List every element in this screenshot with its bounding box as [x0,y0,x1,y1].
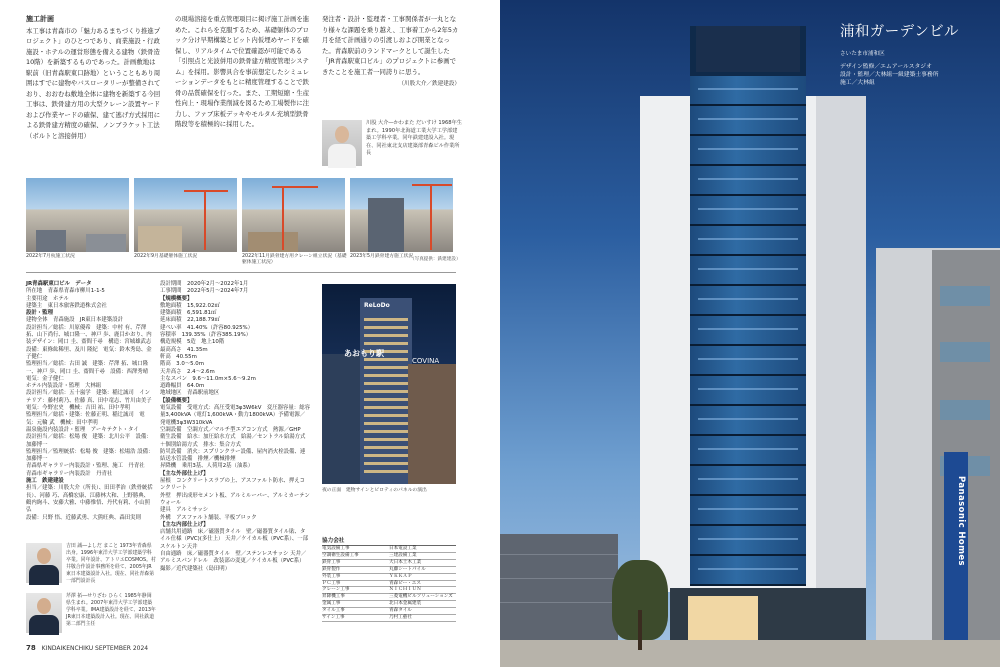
data-line: 設計担当／総括：川原優希 建築：中村 有、芹澤 拓、山下尚行、城口隆一、神戸 歩、鹿目かおり、内装デザイン：岡口 圭、齋間千尋 構造：宮城雄武志 設備：東條紘稀里、及川 隆紀 電気：鈴木秀島、金子健仁 [26,324,157,360]
data-line: 【規模概要】 [160,295,193,302]
section-title: 施工計画 [26,15,54,23]
body-column-1 [26,14,161,174]
glass-reflection [698,328,798,330]
page-number: 78 [26,644,36,652]
author-portrait [322,120,362,166]
coop-work: 金属工事 [322,601,341,607]
data-line: ホテル内装設計・監理 大林組 [26,383,102,390]
data-line: 道路幅員 64.0m [160,383,205,390]
credit-line-2: 設計・監理／大林組一級建築士事務所 [840,72,939,79]
lit-window-row [364,438,408,441]
data-line: 担当／建築：川股大介（所長）、田田孝治（鉄骨統括長）、河藤 巧、高橋宏康、江藤林大和、上野勝典、鶴内絢斗、安藤大雅、中藤惟悟、丹代有莉、小山照弘 [26,485,153,514]
vertical-sign [944,452,968,648]
data-line: 建物全体 青森施設 JR東日本建築設計 [26,317,123,324]
data-line: 延床面積 22,188.79㎡ [160,317,220,324]
data-line: 施工 鉄建建設 [26,478,64,485]
progress-photo-4 [350,178,453,252]
lit-window-row [364,374,408,377]
body-column-3 [322,14,460,114]
data-line: 【設備概要】 [160,397,193,404]
building-credits [840,63,959,88]
data-line: JR青森駅東口ビル データ [26,281,92,287]
data-line: 【主な外部仕上げ】 [160,470,209,477]
glass-floor-band [690,316,806,346]
data-line: 店舗共用通路 床／磁器質タイル 壁／磁器質タイル貼、タイル仕様（PVC)(多仕上） 天井／ケイカル板（PVC系）、一部スケルトン天井 [160,529,309,550]
glass-reflection [698,148,798,150]
coop-work: 昇降機工事 [322,594,345,600]
data-line: 主なスパン 9.6〜11.0m×5.6〜9.2m [160,375,256,382]
lit-window-row [364,406,408,409]
project-data-left [26,281,158,539]
person-bio-1: 吉田 誠―よしだ まこと 1973年青森県出身。1996年東洋大学工学部建築学科卒業。同年設計、アトリエCOSMOS。村井敬合作設計事務所を経て、2005年JR東日本建築設計入社。現在、同社青森第一部門設計長 [66,543,156,585]
coop-work: クレーン工事 [322,587,350,593]
night-photo-caption: 夜の正面 建物サインとピロティのパネルの演出 [322,488,427,493]
lit-window-row [364,422,408,425]
coop-company: 青森ピー・エス [389,580,421,586]
building-title: 浦和ガーデンビル [840,24,959,40]
coop-work: 外装工事 [322,573,341,579]
glass-reflection [698,388,798,390]
glass-floor-band [690,436,806,466]
glass-reflection [698,268,798,270]
credit-line-1: デザイン監修／エムアールスタジオ [840,64,932,70]
body-credit: （川股大介／鉄建建設） [398,81,460,87]
data-line: 設備：只野 悟、近藤武勇、大熊旺典、森田実則 [26,514,141,521]
data-line: 階高 3.0〜5.0m [160,361,204,368]
data-line: 昇降機 乗用3基、人荷用2基（油系） [160,463,254,470]
data-line: 空調設備 空調方式／マルチ型エアコン方式 熱源／GHP [160,426,301,433]
coop-company: 大日本土木工業 [389,559,422,565]
coop-company: 青森タイル [389,608,412,614]
ground [500,640,1000,667]
data-line: 外構 アスファルト舗装、平板ブロック [160,514,257,521]
photo-caption-2: 2022年9月基礎躯体施工状況 [134,254,198,259]
glass-reflection [698,478,798,480]
data-line: 設計期間 2020年2月〜2022年1月 [160,281,249,287]
glass-reflection [698,178,798,180]
data-line: 撮影／近代建築社（島田明） [160,565,231,572]
glass-reflection [698,88,798,90]
glass-reflection [698,568,798,570]
data-line: 建ぺい率 41.40%（許容80.925%） [160,324,254,331]
coop-company: ＮＩＣＨＩＵＮ [389,587,422,593]
coop-title: 協力会社 [322,538,345,544]
lit-window-row [364,382,408,385]
body-text-2: の現場溶接を重点管理項目に掲げ施工計画を進めた。これらを克服するため、基礎躯体のブロック分け早期構築とピット内仮埋めヤードを確保し、リアルタイムで位置確認が可能である「引照点と光波併用の鉄骨建方精度管理システム」を採用。影響具合を事前想定したシミュレーションデータをもとに精度管理することで鉄骨の品質確保を行った。また、工期短縮・生産性向上・現場作業削減を図るため工場製作に注力し、ファブ床板デッキやモルタル充填型鉄骨階段等を積極的に採用した。 [175,15,310,128]
coop-company: ＹＫＫＡＰ [389,573,412,579]
photo-credit: （写真提供：鉄建建設） [410,257,461,262]
glass-floor-band [690,346,806,376]
station-sign: あおもり駅 [344,349,384,358]
project-data-right [160,281,310,611]
coop-work: 空調衛生設備工事 [322,552,359,558]
glass-reflection [698,538,798,540]
coop-work: サイン工事 [322,615,345,621]
coop-company: 三菱電機ビルソリューションズ [389,594,453,600]
glass-floor-band [690,256,806,286]
coop-work: 電気設備工事 [322,546,350,551]
glass-floor-band [690,196,806,226]
data-line: 工事期間 2022年5月〜2024年7月 [160,288,249,295]
person-bio-2: 芹澤 拓―せりざわ ひらく 1985年静岡県生まれ。2007年東洋大学工学部建築学科卒業。IMA建築設計を経て、2013年JR東日本建築設計入社。現在、同社鉄道第二部門主任 [66,593,156,628]
progress-photo-1 [26,178,129,252]
person-portrait-1 [26,543,62,583]
data-line: 建具 アルミサッシ [160,507,209,514]
progress-photo-2 [134,178,237,252]
data-line: 【主な内部仕上げ】 [160,521,209,528]
tower-glass-facade [690,26,806,586]
tree-trunk [638,610,642,650]
data-line: 天井高さ 2.4〜2.6m [160,368,215,375]
data-line: 温泉施設内装設計・監理 アーキテクト・タイ [26,426,139,433]
photo-caption-1: 2022年7月杭施工状況 [26,254,75,259]
glass-reflection [698,448,798,450]
lit-window-row [364,470,408,473]
body-column-2 [175,14,310,174]
glass-floor-band [690,406,806,436]
data-line: 監理担当／総括・建築：佐藤正明、稲辻誠司 電気：元輪 武 機械：田中孝明 [26,412,145,426]
glass-floor-band [690,166,806,196]
credit-line-3: 施工／大林組 [840,80,875,87]
data-line: 容積率 139.35%（許容385.19%） [160,332,252,339]
data-line: 敷地面積 15,922.02㎡ [160,302,220,309]
night-photo [322,284,456,484]
lit-window-row [364,454,408,457]
photo-caption-3: 2022年11月鉄骨建方用クレーン組立状況（基礎躯体施工状況） [242,254,347,265]
glass-floor-band [690,466,806,496]
data-line: 衛生設備 給水：加圧給水方式 給湯／セントラル給湯方式＋個別給湯方式 排水：集合方式 [160,434,306,448]
coop-company: 北日本金属建装 [389,601,422,607]
body-text-1: 本工事は青森市の「魅力あるまちづくり推進プロジェクト」のひとつであり、商業施設・行政施設・ホテルの運営形態を備える建物（鉄骨造10階）を新築するものであった。計画敷地は駅前（旧青森駅東口跡地）ということもあり周囲はすでに建物やバスロータリーが整備されており、おおむね敷地全体に建物を新築する今回工事は、鉄骨建方用の大型クレーン設置ヤードおよび作業ヤードの確保、建て逃げ方式採用による鉄骨建方精度の確保、ノンブラケット工法（ボルトと溶接併用） [26,26,161,140]
coop-row [322,560,456,567]
glass-floor-band [690,286,806,316]
data-line: 構造規模 5造 地上10階 [160,339,225,346]
coop-row [322,567,456,574]
data-line: 青森県ギャラリー内装設計・監理、施工 丹青社 [26,463,145,470]
data-line: 建築主 東日本旅客鉄道株式会社 [26,302,107,309]
data-line: 設計担当／総括：五十嵐学 建築：稲辻誠司 インテリア：藤村莉乃、佐藤 真、田中竜志、竹川由美子 電気：今野宏史 機械：吉田 祐、田中孝明 [26,390,158,412]
data-line: 屋根 コンクリートスラブの上、アスファルト防水、押えコンクリート [160,478,306,492]
glass-floor-band [690,526,806,556]
progress-photo-3 [242,178,345,252]
data-line: 監理担当／監理統括：松場 俊 建築：松場浩 設備：加藤博一 [26,448,154,463]
right-page-photo [500,0,1000,667]
glass-floor-band [690,136,806,166]
data-line: 自由通路 床／磁器質タイル 壁／ステンレスサッシ 天井／アルミスパンドレル 改装部の変更／ケイカル板（PVC系） [160,550,307,565]
author-bio: 川股 大介―かわまた だいすけ 1968年生まれ。1990年北海道工業大学工学部建築工学科卒業。同年鉄建建設入社。現在、同社東北支店建築部青森ビル作業所長 [366,120,462,157]
data-line: 主要用途 ホテル [26,295,69,302]
coop-work: 鉄骨製作 [322,566,341,572]
glass-reflection [698,238,798,240]
lit-window-row [364,318,408,321]
lit-window-row [364,390,408,393]
glass-floor-band [690,376,806,406]
data-line: 監理担当／総括：古田 誠 建築：芹澤 拓、城口隆一、神戸 歩、岡口 圭、齋間千尋 設備：西澤秀晴 電気：金子健仁 [26,361,154,382]
building-location: さいたま市浦和区 [840,51,885,57]
data-line: 青森市ギャラリー内装設計 丹青社 [26,470,113,477]
lit-window-row [364,334,408,337]
data-line: 設計・監理 [26,310,53,317]
data-line: 外壁 押出成形セメント板、アルミルーバー、アルミカーテンウォール [160,492,310,506]
glass-reflection [698,298,798,300]
body-text-3: 発注者・設計・監理者・工事関係者が一丸となり様々な課題を乗り越え、工事着工から2年5カ月を経て計画通りの引渡しおよび開業となった。青森駅前のランドマークとして誕生した「JR青森駅東口ビル」のプロジェクトに参画できたことを施工者一同誇りに思う。 [322,15,459,76]
lit-window-row [364,446,408,449]
data-line: 所在地 青森県青森市柳川1-1-5 [26,288,105,295]
lit-window-row [364,342,408,345]
lit-window-row [364,398,408,401]
sign-text: Panasonic Homes [956,476,966,567]
lit-window-row [364,326,408,329]
page-footer [26,644,148,652]
data-line: 地域地区 青森駅前地区 [160,390,220,397]
coop-work: ＰＣ工事 [322,580,341,586]
coop-work: 鉄骨工事 [322,559,341,565]
tower-crown [696,26,800,72]
divider [26,272,456,273]
glass-reflection [698,208,798,210]
hotel-logo: ReLoDo [364,302,390,309]
glass-floor-band [690,76,806,106]
lit-window-row [364,414,408,417]
data-line: 電気設備 受電方式：高圧受電3φ3W6kV 変圧器容量：総容量3,400kVA（電灯1,600kVA・動力1800kVA）予備電源／発電機3φ3W310kVA [160,405,310,426]
coop-table [322,545,456,622]
coop-company: 丸藤シートパイル [389,566,426,572]
coop-company: 乃村工藝社 [389,615,412,621]
data-line: 防災設備 消火：スプリンクラー設備、屋内消火栓設備、連結送水管設備 排煙／機械排煙 [160,448,306,463]
coop-row [322,574,456,581]
title-block [840,20,959,88]
lit-window-row [364,462,408,465]
coop-row [322,553,456,560]
glass-reflection [698,508,798,510]
data-line: 最高高さ 41.35m [160,346,208,353]
coop-company: 日本電設工業 [389,546,417,551]
coop-work: タイル工事 [322,608,345,614]
photo-caption-4: 2023年5月鉄骨建方施工状況 [350,254,414,259]
lit-window-row [364,366,408,369]
data-line: 設計担当／総括：松場 俊 建築：北川公平 設備：加藤博一 [26,434,152,448]
coop-row [322,615,456,622]
left-page [0,0,497,667]
data-line: 軒高 40.55m [160,353,197,360]
glass-floor-band [690,556,806,586]
glass-reflection [698,358,798,360]
data-line: 建築面積 6,591.81㎡ [160,310,217,317]
coop-row [322,546,456,553]
glass-reflection [698,418,798,420]
coop-company: 三建設備工業 [389,552,417,558]
person-portrait-2 [26,593,62,633]
mall-sign: COVINA [412,357,440,365]
magazine-issue: KINDAIKENCHIKU SEPTEMBER 2024 [41,645,149,652]
glass-floor-band [690,496,806,526]
lit-window-row [364,430,408,433]
glass-floor-band [690,106,806,136]
glass-reflection [698,118,798,120]
glass-floor-band [690,226,806,256]
